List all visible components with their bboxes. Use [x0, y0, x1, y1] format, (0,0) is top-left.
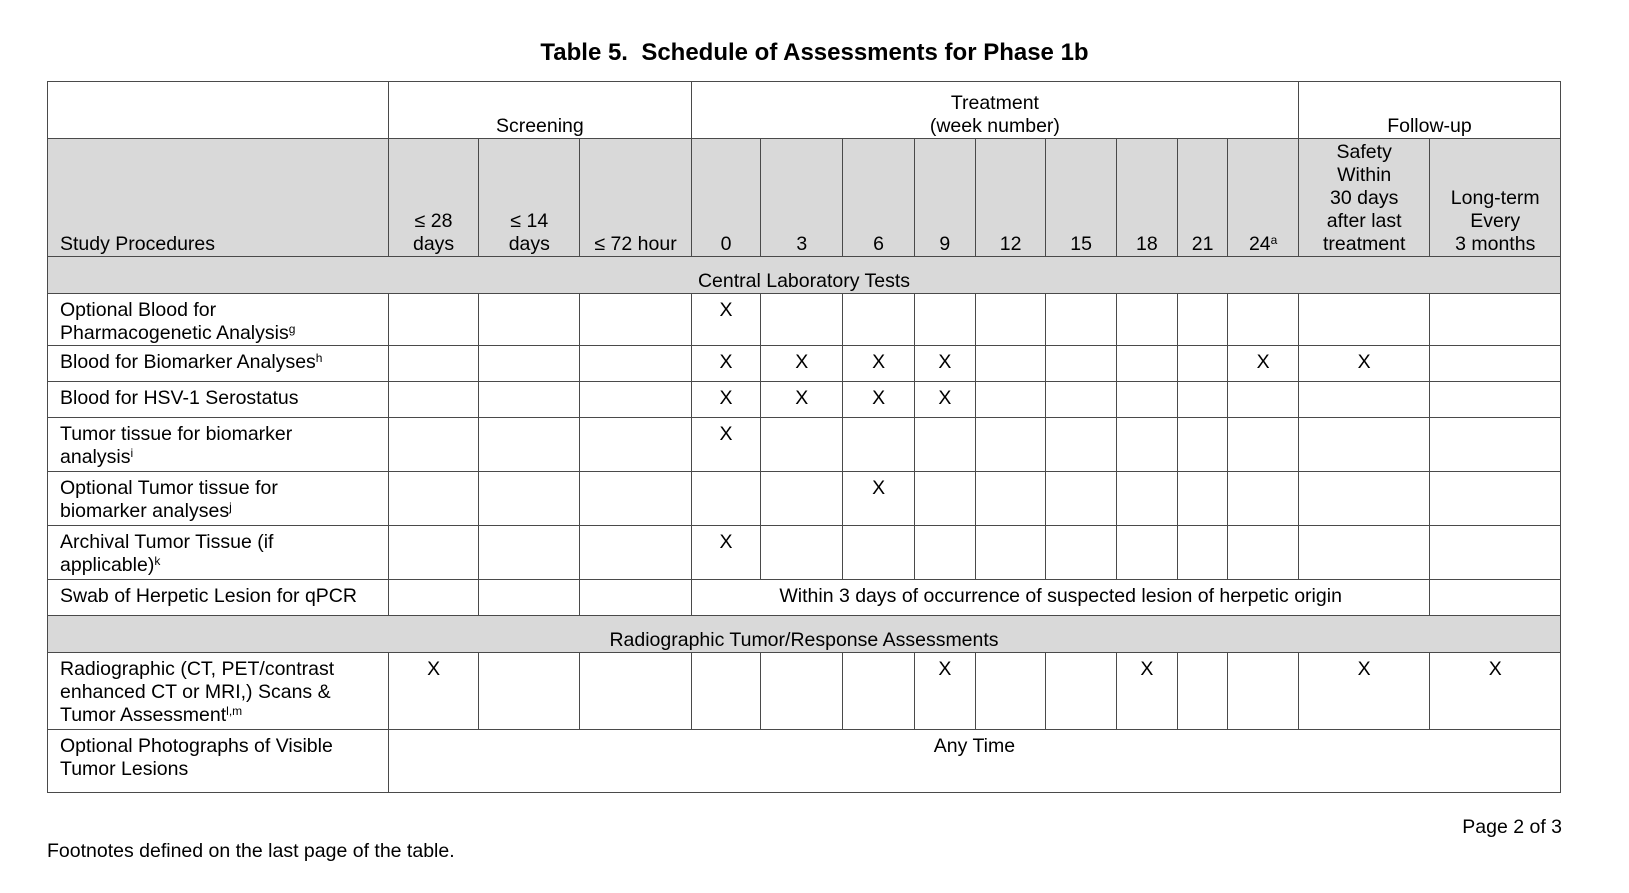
blank-corner-cell: [48, 82, 389, 139]
x-mark: X: [691, 346, 760, 382]
week-24-header: 24$^a$: [1228, 139, 1299, 257]
study-procedures-header: Study Procedures: [48, 139, 389, 257]
page-number: Page 2 of 3: [1462, 816, 1562, 838]
table-row: [48, 526, 1561, 580]
screening-group-header: Screening: [388, 82, 691, 139]
x-mark: X: [761, 346, 843, 382]
long-term-followup-header: Long-term Every 3 months: [1430, 139, 1561, 257]
table-row: [48, 346, 1561, 382]
x-mark: X: [691, 294, 760, 346]
x-mark: X: [1430, 653, 1561, 730]
procedure-label: Optional Photographs of Visible Tumor Lesions: [48, 730, 389, 793]
table-row: [48, 382, 1561, 418]
procedure-label: Blood for Biomarker Analyses$^h$: [48, 346, 389, 382]
procedure-label: Archival Tumor Tissue (if applicable)$^k$: [48, 526, 389, 580]
week-12-header: 12: [975, 139, 1045, 257]
week-18-header: 18: [1116, 139, 1177, 257]
procedure-label: Blood for HSV-1 Serostatus: [48, 382, 389, 418]
section-row: [48, 257, 1561, 294]
table-row: [48, 580, 1561, 616]
followup-group-header: Follow-up: [1298, 82, 1560, 139]
x-mark: X: [691, 526, 760, 580]
x-mark: X: [914, 346, 975, 382]
section-row: [48, 616, 1561, 653]
table-row: [48, 294, 1561, 346]
procedure-label: Radiographic (CT, PET/contrast enhanced CT or MRI,) Scans & Tumor Assessment$^{l,m}$: [48, 653, 389, 730]
week-0-header: 0: [691, 139, 760, 257]
table-row: [48, 653, 1561, 730]
procedure-label: Optional Tumor tissue for biomarker analyses$^j$: [48, 472, 389, 526]
table-row: [48, 472, 1561, 526]
footnote-text: Footnotes defined on the last page of the table.: [47, 840, 455, 862]
x-mark: X: [1228, 346, 1299, 382]
section-radiographic: Radiographic Tumor/Response Assessments: [48, 616, 1561, 653]
x-mark: X: [914, 653, 975, 730]
x-mark: X: [691, 418, 760, 472]
table-row: [48, 418, 1561, 472]
x-mark: X: [843, 346, 915, 382]
week-15-header: 15: [1046, 139, 1116, 257]
screening-28-days-header: ≤ 28 days: [388, 139, 478, 257]
group-header-row: [48, 82, 1561, 139]
x-mark: X: [761, 382, 843, 418]
x-mark: X: [843, 382, 915, 418]
table-row: [48, 730, 1561, 793]
x-mark: X: [691, 382, 760, 418]
x-mark: X: [1298, 653, 1430, 730]
photographs-note: Any Time: [388, 730, 1560, 793]
herpetic-swab-note: Within 3 days of occurrence of suspected lesion of herpetic origin: [691, 580, 1430, 616]
screening-14-days-header: ≤ 14 days: [479, 139, 580, 257]
table-title: Table 5. Schedule of Assessments for Phase 1b: [540, 39, 1089, 66]
week-9-header: 9: [914, 139, 975, 257]
x-mark: X: [388, 653, 478, 730]
week-6-header: 6: [843, 139, 915, 257]
x-mark: X: [914, 382, 975, 418]
x-mark: X: [1298, 346, 1430, 382]
treatment-group-header: Treatment (week number): [691, 82, 1298, 139]
column-header-row: [48, 139, 1561, 257]
week-21-header: 21: [1177, 139, 1227, 257]
x-mark: X: [1116, 653, 1177, 730]
procedure-label: Tumor tissue for biomarker analysis$^i$: [48, 418, 389, 472]
x-mark: X: [843, 472, 915, 526]
procedure-label: Optional Blood for Pharmacogenetic Analysis$^g$: [48, 294, 389, 346]
week-3-header: 3: [761, 139, 843, 257]
section-central-laboratory: Central Laboratory Tests: [48, 257, 1561, 294]
schedule-table: [47, 81, 1561, 793]
screening-72-hour-header: ≤ 72 hour: [580, 139, 692, 257]
procedure-label: Swab of Herpetic Lesion for qPCR: [48, 580, 389, 616]
safety-followup-header: Safety Within 30 days after last treatment: [1298, 139, 1430, 257]
